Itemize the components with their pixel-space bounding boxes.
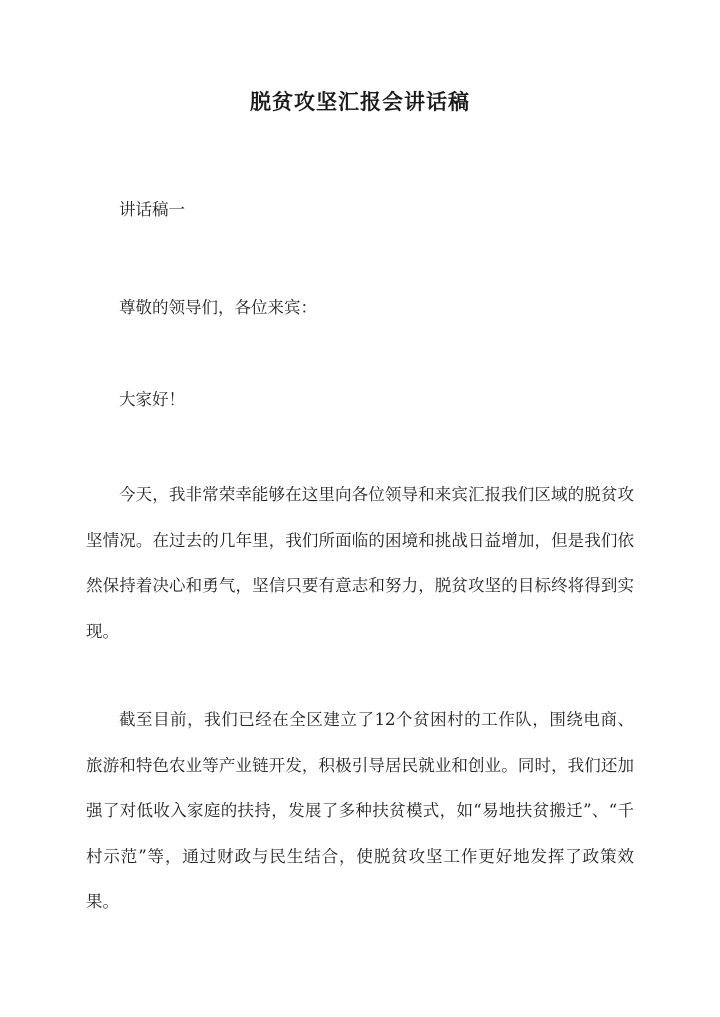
- salutation: 尊敬的领导们，各位来宾：: [119, 298, 317, 317]
- document-title: 脱贫攻坚汇报会讲话稿: [250, 89, 470, 114]
- greeting: 大家好！: [119, 390, 185, 409]
- paragraph-1: 今天，我非常荣幸能够在这里向各位领导和来宾汇报我们区域的脱贫攻坚情况。在过去的几年里，我们所面临的困境和挑战日益增加，但是我们依然保持着决心和勇气，坚信只要有意志和努力，脱贫攻坚的目标终将得到实现。: [86, 485, 634, 641]
- paragraph-2: 截至目前，我们已经在全区建立了12个贫困村的工作队，围绕电商、旅游和特色农业等产业链开发，积极引导居民就业和创业。同时，我们还加强了对低收入家庭的扶持，发展了多种扶贫模式，如“易地扶贫搬迁”、“千村示范”等，通过财政与民生结合，使脱贫攻坚工作更好地发挥了政策效果。: [86, 710, 634, 911]
- subheading: 讲话稿一: [119, 200, 185, 219]
